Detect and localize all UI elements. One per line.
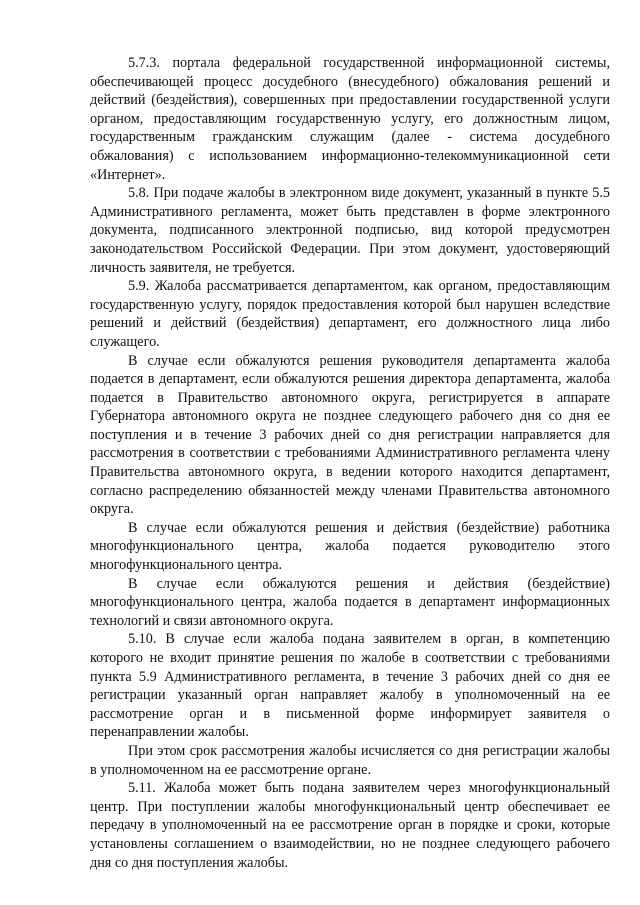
paragraph-5-10-term: При этом срок рассмотрения жалобы исчисляется со дня регистрации жалобы в уполномоченном на ее рассмотрение органе. (90, 742, 610, 778)
paragraph-5-8: 5.8. При подаче жалобы в электронном виде документ, указанный в пункте 5.5 Административного регламента, может быть представлен в форме электронного документа, подписанного электронной подписью, вид которой предусмотрен законодательством Российской Федерации. При этом документ, удостоверяющий личность заявителя, не требуется. (90, 185, 610, 276)
document-page (90, 54, 610, 872)
paragraph-5-11: 5.11. Жалоба может быть подана заявителем через многофункциональный центр. При поступлении жалобы многофункциональный центр обеспечивает ее передачу в уполномоченный на ее рассмотрение орган в порядке и сроки, которые установлены соглашением о взаимодействии, но не позднее следующего рабочего дня со дня поступления жалобы. (90, 780, 610, 871)
paragraph-5-10: 5.10. В случае если жалоба подана заявителем в орган, в компетенцию которого не входит принятие решения по жалобе в соответствии с требованиями пункта 5.9 Административного регламента, в течение 3 рабочих дней со дня ее регистрации указанный орган направляет жалобу в уполномоченный на ее рассмотрение орган и в письменной форме информирует заявителя о перенаправлении жалобы. (90, 631, 610, 741)
paragraph-5-9-mfc: В случае если обжалуются решения и действия (бездействие) многофункционального центра, жалоба подается в департамент информационных технологий и связи автономного округа. (90, 575, 610, 629)
paragraph-5-9: 5.9. Жалоба рассматривается департаментом, как органом, предоставляющим государственную услугу, порядок предоставления которой был нарушен вследствие решений и действий (бездействия) департамент, его должностного лица либо служащего. (90, 278, 610, 350)
paragraph-5-9-mfc-worker: В случае если обжалуются решения и действия (бездействие) работника многофункционального центра, жалоба подается руководителю этого многофункционального центра. (90, 519, 610, 574)
paragraph-5-7-3: 5.7.3. портала федеральной государственной информационной системы, обеспечивающей процесс досудебного (внесудебного) обжалования решений и действий (бездействия), совершенных при предоставлении государственной услуги органом, предоставляющим государственную услугу, его должностным лицом, государственным гражданским служащим (далее - система досудебного обжалования) с использованием информационно-телекоммуникационной сети «Интернет». (90, 55, 610, 183)
paragraph-5-9-head-complaint: В случае если обжалуются решения руководителя департамента жалоба подается в департамент, если обжалуются решения директора департамента, жалоба подается в Правительство автономного округа, регистрируется в аппарате Губернатора автономного округа не позднее следующего рабочего дня со дня ее поступления и в течение 3 рабочих дней со дня регистрации направляется для рассмотрения в соответствии с требованиями Административного регламента члену Правительства автономного округа, в ведении которого находится департамент, согласно распределению обязанностей между членами Правительства автономного округа. (90, 352, 610, 518)
